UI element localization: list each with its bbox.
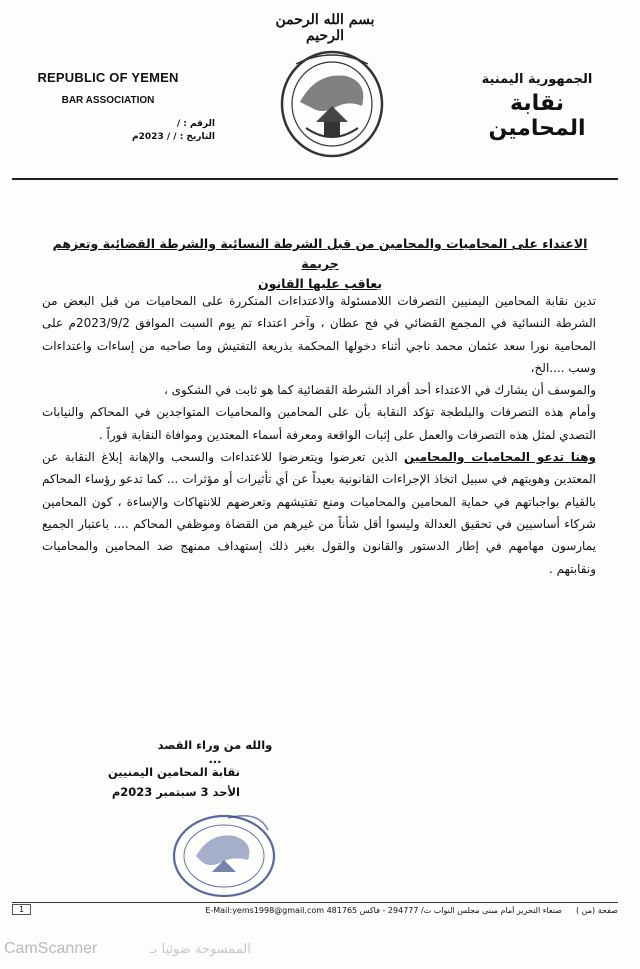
- emblem-icon: [276, 42, 388, 160]
- header-ar-country: الجمهورية اليمنية: [481, 72, 593, 87]
- header-divider: [12, 178, 618, 180]
- title-line-2: يعاقب عليها القانون: [257, 276, 383, 291]
- signature-block: [40, 762, 240, 802]
- paragraph-4-text: الذين تعرضوا ويتعرضوا للاعتداءات والسحب والإهانة إبلاغ النقابة عن المعتدين وهويتهم في سبيل اتخاذ الإجراءات القانونية بعيداً عن أي تأثيرات أو مؤثرات ... كما تدعو رؤساء المحاكم بالقيام بواجباتهم في حماية المحامين والمحاميات ومنع تفتيشهم وتعرضهم للانتهاكات والإساءة ، كون المحامين شركاء أساسيين في تحقيق العدالة وليسوا أقل شأناً من غيرهم من القضاة وموظفي المحاكم .... باعتبار الجميع يمارسون مهامهم في إطار الدستور والقانون والقول بغير ذلك إستهداف ممنهج ضد المحامين والمحاميات ونقابتهم .: [42, 450, 596, 576]
- letter-body: [42, 290, 596, 580]
- footer-address: صنعاء التحرير أمام مبنى مجلس النواب ت/ 294777 - فاكس 481765 E-Mail:yems1998@gmail.com: [205, 906, 562, 915]
- paragraph-2: والموسف أن يشارك في الاعتداء أحد أفراد الشرطة القضائية كما هو ثابت في الشكوى ،: [163, 383, 596, 398]
- reference-number: الرقم : /: [176, 119, 215, 129]
- reference-date: التاريخ : / / 2023م: [132, 132, 215, 142]
- header-en-country: REPUBLIC OF YEMEN: [37, 70, 179, 85]
- header-english: [18, 70, 198, 106]
- letter-title: [40, 234, 600, 294]
- stamp-icon: [168, 812, 280, 900]
- reference-box: [105, 118, 215, 144]
- paragraph-4: [42, 446, 596, 580]
- paragraph-3: وأمام هذه التصرفات والبلطجة تؤكد النقابة بأن على المحامين والمحاميات المتواجدين في المحاكم والنيابات التصدي لمثل هذه التصرفات والعمل على إثبات الواقعة ومعرفة أسماء المعتدين وموافاة النقابة فوراً .: [42, 405, 596, 442]
- header-arabic: [462, 72, 612, 141]
- paragraph-1: تدين نقابة المحامين اليمنيين التصرفات اللامسئولة والاعتداءات المتكررة على المحاميات من قبل البعض من الشرطة النسائية في المجمع القضائي في فج عطان ، وآخر اعتداء تم يوم السبت الموافق 2023/9/2م على المحامية نورا سعد عثمان محمد ناجي أثناء دخولها المحكمة بذريعة التفتيش وما صاحبه من إساءات واعتداءات وسب ....الخ،: [42, 294, 596, 375]
- header-ar-org: نقابة المحامين: [488, 91, 586, 141]
- page-number: صفحة (من ): [576, 906, 618, 915]
- footer-divider: [12, 902, 618, 903]
- page-box: 1: [12, 904, 31, 915]
- signature-org: نقابة المحامين اليمنيين: [107, 765, 240, 779]
- closing-line: والله من وراء القصد ...: [157, 738, 273, 766]
- scanner-watermark: CamScanner: [4, 940, 98, 957]
- header-en-org: BAR ASSOCIATION: [61, 95, 155, 106]
- basmala: بسم الله الرحمن الرحيم: [275, 12, 375, 44]
- paragraph-4-lead: وهنا تدعو المحاميات والمحامين: [404, 450, 596, 465]
- signature-date: الأحد 3 سبتمبر 2023م: [111, 785, 240, 799]
- title-line-1: الاعتداء على المحاميات والمحامين من قبل الشرطة النسائية والشرطة القضائية وتعزهم جريمة: [52, 236, 588, 271]
- scanner-watermark-arabic: الممسوحة ضوئيا بـ: [150, 942, 251, 957]
